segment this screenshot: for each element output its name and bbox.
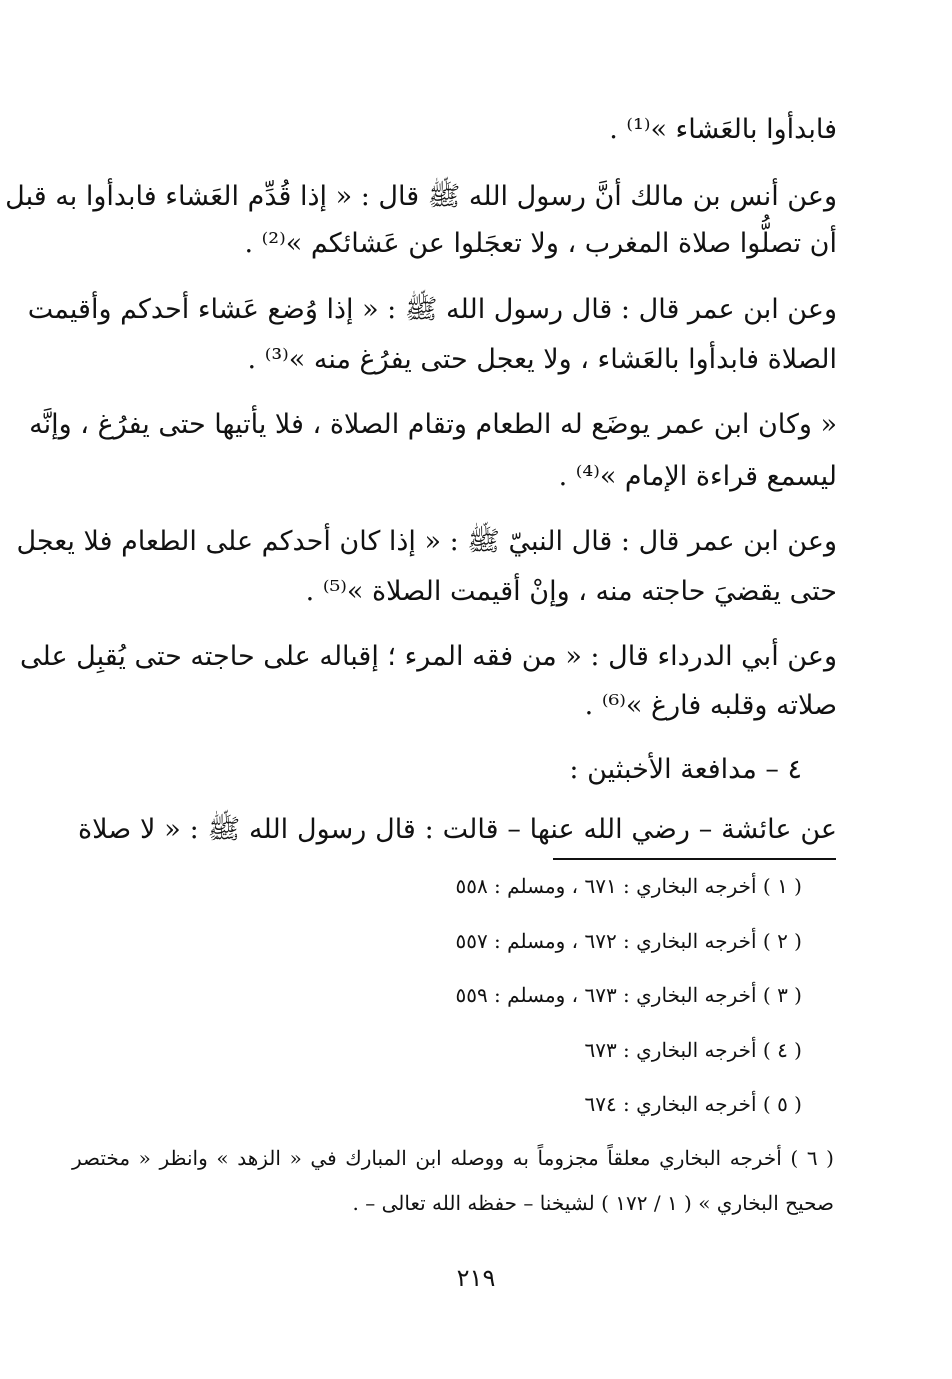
footnote-separator (553, 858, 836, 860)
footnote: ( ٦ ) أخرجه البخاري معلقاً مجزوماً به ووصله ابن المبارك في « الزهد » وانظر « مختصر (72, 1146, 834, 1170)
section-heading: ٤ – مدافعة الأخبثين : (569, 754, 802, 785)
body-line: وعن أبي الدرداء قال : « من فقه المرء ؛ إقباله على حاجته حتى يُقبِل على (20, 641, 837, 672)
body-line: عن عائشة – رضي الله عنها – قالت : قال رسول الله ﷺ : « لا صلاة (78, 814, 837, 845)
footnote: ( ٢ ) أخرجه البخاري : ٦٧٢ ، ومسلم : ٥٥٧ (455, 929, 802, 953)
page-number: ٢١٩ (456, 1264, 496, 1292)
footnote: ( ٤ ) أخرجه البخاري : ٦٧٣ (584, 1038, 802, 1062)
footnote: ( ٥ ) أخرجه البخاري : ٦٧٤ (584, 1092, 802, 1116)
footnote: ( ٣ ) أخرجه البخاري : ٦٧٣ ، ومسلم : ٥٥٩ (455, 983, 802, 1007)
body-line: وعن ابن عمر قال : قال رسول الله ﷺ : « إذا وُضع عَشاء أحدكم وأقيمت (27, 294, 837, 325)
body-line: « وكان ابن عمر يوضَع له الطعام وتقام الصلاة ، فلا يأتيها حتى يفرُغ ، وإنَّه (29, 409, 837, 440)
body-line: الصلاة فابدأوا بالعَشاء ، ولا يعجل حتى يفرُغ منه »⁽³⁾ . (247, 344, 837, 375)
body-line: ليسمع قراءة الإمام »⁽⁴⁾ . (558, 461, 837, 492)
footnote: ( ١ ) أخرجه البخاري : ٦٧١ ، ومسلم : ٥٥٨ (455, 874, 802, 898)
body-line: وعن ابن عمر قال : قال النبيّ ﷺ : « إذا كان أحدكم على الطعام فلا يعجل (16, 526, 837, 557)
footnote: صحيح البخاري » ( ١ / ١٧٢ ) لشيخنا – حفظه الله تعالى – . (352, 1191, 834, 1215)
body-line: وعن أنس بن مالك أنَّ رسول الله ﷺ قال : « إذا قُدِّم العَشاء فابدأوا به قبل (5, 181, 837, 212)
body-line: حتى يقضيَ حاجته منه ، وإنْ أقيمت الصلاة »⁽⁵⁾ . (305, 576, 837, 607)
body-line: فابدأوا بالعَشاء »⁽¹⁾ . (609, 114, 837, 145)
body-line: أن تصلُّوا صلاة المغرب ، ولا تعجَلوا عن عَشائكم »⁽²⁾ . (244, 228, 837, 259)
body-line: صلاته وقلبه فارغ »⁽⁶⁾ . (584, 690, 837, 721)
